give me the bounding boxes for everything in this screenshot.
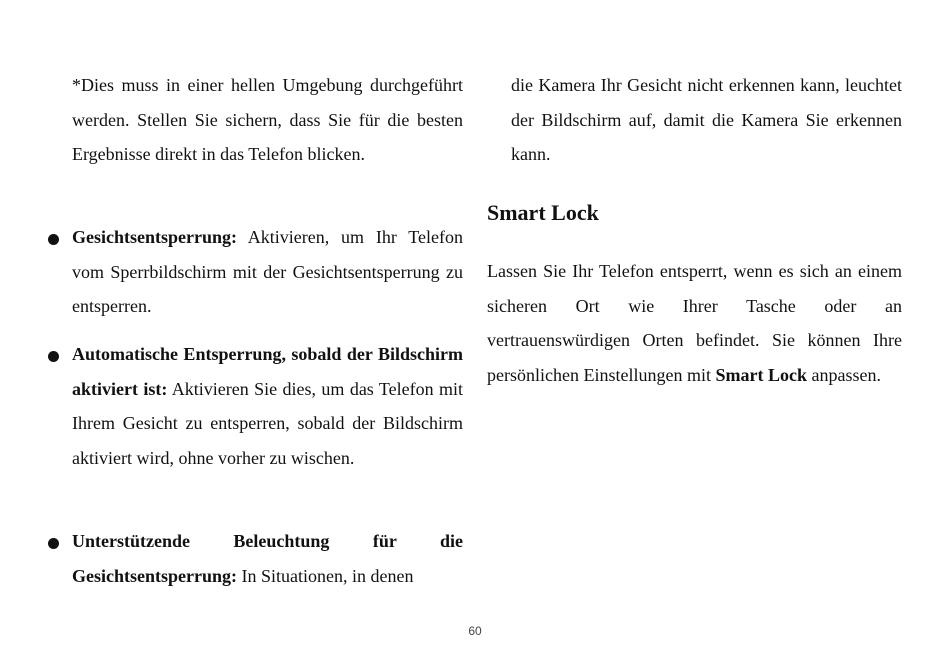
assist-light-title: Unterstützende Beleuchtung für die Gesichtsentsperrung: [72, 531, 463, 586]
face-unlock-text: Aktivieren, um Ihr Telefon vom Sperrbildschirm mit der Gesichtsentsperrung zu entsperren. [72, 227, 463, 316]
continuation-text: die Kamera Ihr Gesicht nicht erkennen kann, leuchtet der Bildschirm auf, damit die Kamera Sie erkennen kann. [511, 75, 902, 164]
lighting-note: *Dies muss in einer hellen Umgebung durchgeführt werden. Stellen Sie sichern, dass Sie für die besten Ergebnisse direkt in das Telefon blicken. [72, 75, 463, 164]
assist-light-text: In Situationen, in denen [237, 565, 414, 586]
bullet-dot-icon [48, 538, 59, 549]
bullet-dot-icon [48, 234, 59, 245]
list-item-auto-unlock [72, 337, 463, 475]
smart-lock-text-end: anpassen. [806, 364, 881, 385]
bullet-dot-icon [48, 351, 59, 362]
smart-lock-bold: Smart Lock [715, 364, 807, 385]
face-unlock-title: Gesichtsentsperrung: [72, 227, 237, 247]
auto-unlock-title: Automatische Entsperrung, sobald der Bildschirm aktiviert ist: [72, 344, 463, 399]
section-heading: Smart Lock [487, 200, 599, 225]
list-item-face-unlock [72, 220, 463, 324]
page-number: 60 [468, 624, 482, 638]
smart-lock-text: Lassen Sie Ihr Telefon entsperrt, wenn es sich an einem sicheren Ort wie Ihrer Tasche oder an vertrauenswürdigen Orten befindet. Sie können Ihre persönlichen Einstellungen mit [487, 261, 902, 385]
auto-unlock-text: Aktivieren Sie dies, um das Telefon mit Ihrem Gesicht zu entsperren, sobald der Bildschirm aktiviert wird, ohne vorher zu wischen. [72, 378, 463, 468]
smart-lock-paragraph [487, 254, 902, 392]
list-item-assist-light [72, 524, 463, 593]
